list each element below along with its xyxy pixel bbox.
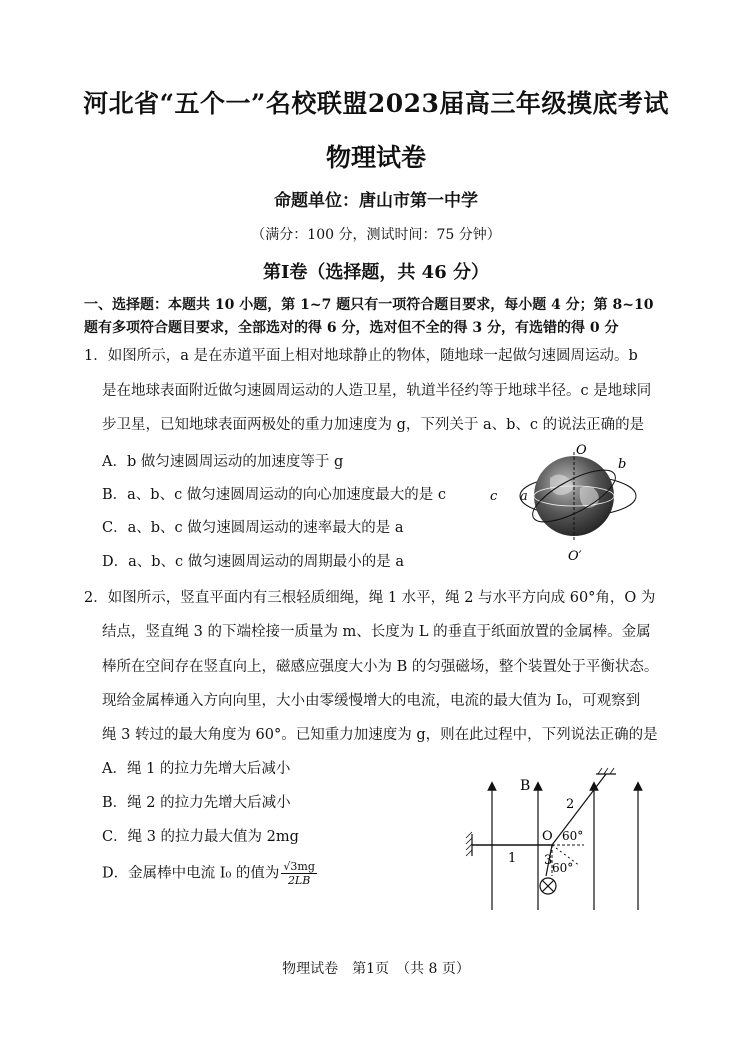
label-o-top: O [576, 443, 587, 458]
label-node-o: O [542, 829, 553, 844]
q1-option-c: C．a、b、c 做匀速圆周运动的速率最大的是 a [102, 520, 404, 536]
label-b: b [618, 457, 627, 472]
earth-orbit-figure [480, 438, 640, 562]
q2-option-d [102, 860, 317, 887]
label-a: a [520, 489, 528, 504]
label-rope-2: 2 [566, 797, 575, 812]
label-angle-bottom: 60° [552, 861, 574, 875]
label-field-b: B [520, 778, 531, 794]
page-footer: 物理试卷 第1页 （共 8 页） [282, 961, 470, 977]
magnetic-field-lines [492, 786, 638, 910]
label-angle-top: 60° [562, 829, 584, 843]
section-instructions-line1: 一、选择题：本题共 10 小题，第 1~7 题只有一项符合题目要求，每小题 4 分；第 8~10 [84, 297, 654, 313]
exam-title: 河北省“五个一”名校联盟2023届高三年级摸底考试 [83, 89, 669, 118]
fraction-denominator: 2LB [287, 874, 311, 887]
subject-title: 物理试卷 [325, 143, 426, 172]
label-o-bottom: O′ [568, 549, 582, 562]
q1-option-a: A．b 做匀速圆周运动的加速度等于 g [102, 454, 344, 470]
q2-stem-line3: 棒所在空间存在竖直向上，磁感应强度大小为 B 的匀强磁场，整个装置处于平衡状态。 [102, 659, 659, 675]
q1-stem-line1: 1．如图所示，a 是在赤道平面上相对地球静止的物体，随地球一起做匀速圆周运动。b [84, 348, 638, 364]
section-instructions-line2: 题有多项符合题目要求，全部选对的得 6 分，选对但不全的得 3 分，有选错的得 0 分 [84, 320, 619, 336]
label-c: c [490, 489, 498, 504]
q1-option-d: D．a、b、c 做匀速圆周运动的周期最小的是 a [102, 554, 405, 570]
q1-option-b: B．a、b、c 做匀速圆周运动的向心加速度最大的是 c [102, 487, 447, 503]
score-time-note: （满分：100 分，测试时间：75 分钟） [251, 227, 501, 243]
label-rope-1: 1 [508, 851, 517, 866]
q2-option-c: C．绳 3 的拉力最大值为 2mg [102, 829, 299, 845]
q2-option-a: A．绳 1 的拉力先增大后减小 [102, 761, 291, 777]
q2-stem-line1: 2．如图所示，竖直平面内有三根轻质细绳，绳 1 水平，绳 2 与水平方向成 60°角，O 为 [84, 590, 656, 606]
q2-option-d-text: D．金属棒中电流 I₀ 的值为 [102, 865, 280, 882]
q1-stem-line3: 步卫星，已知地球表面两极处的重力加速度为 g，下列关于 a、b、c 的说法正确的是 [102, 417, 645, 433]
label-rope-3: 3 [544, 853, 553, 868]
rope-magnetic-figure [462, 766, 662, 914]
volume-title: 第Ⅰ卷（选择题，共 46 分） [262, 262, 489, 283]
current-fraction [281, 860, 316, 887]
q2-stem-line2: 结点，竖直绳 3 的下端栓接一质量为 m、长度为 L 的垂直于纸面放置的金属棒。金属 [102, 624, 651, 640]
fraction-numerator: √3mg [283, 860, 315, 873]
q2-stem-line4: 现给金属棒通入方向向里，大小由零缓慢增大的电流，电流的最大值为 I₀，可观察到 [102, 693, 641, 709]
author-unit: 命题单位：唐山市第一中学 [274, 191, 478, 211]
q2-option-b: B．绳 2 的拉力先增大后减小 [102, 795, 291, 811]
q1-stem-line2: 是在地球表面附近做匀速圆周运动的人造卫星，轨道半径约等于地球半径。c 是地球同 [102, 383, 652, 399]
q2-stem-line5: 绳 3 转过的最大角度为 60°。已知重力加速度为 g，则在此过程中，下列说法正确的是 [102, 727, 658, 743]
